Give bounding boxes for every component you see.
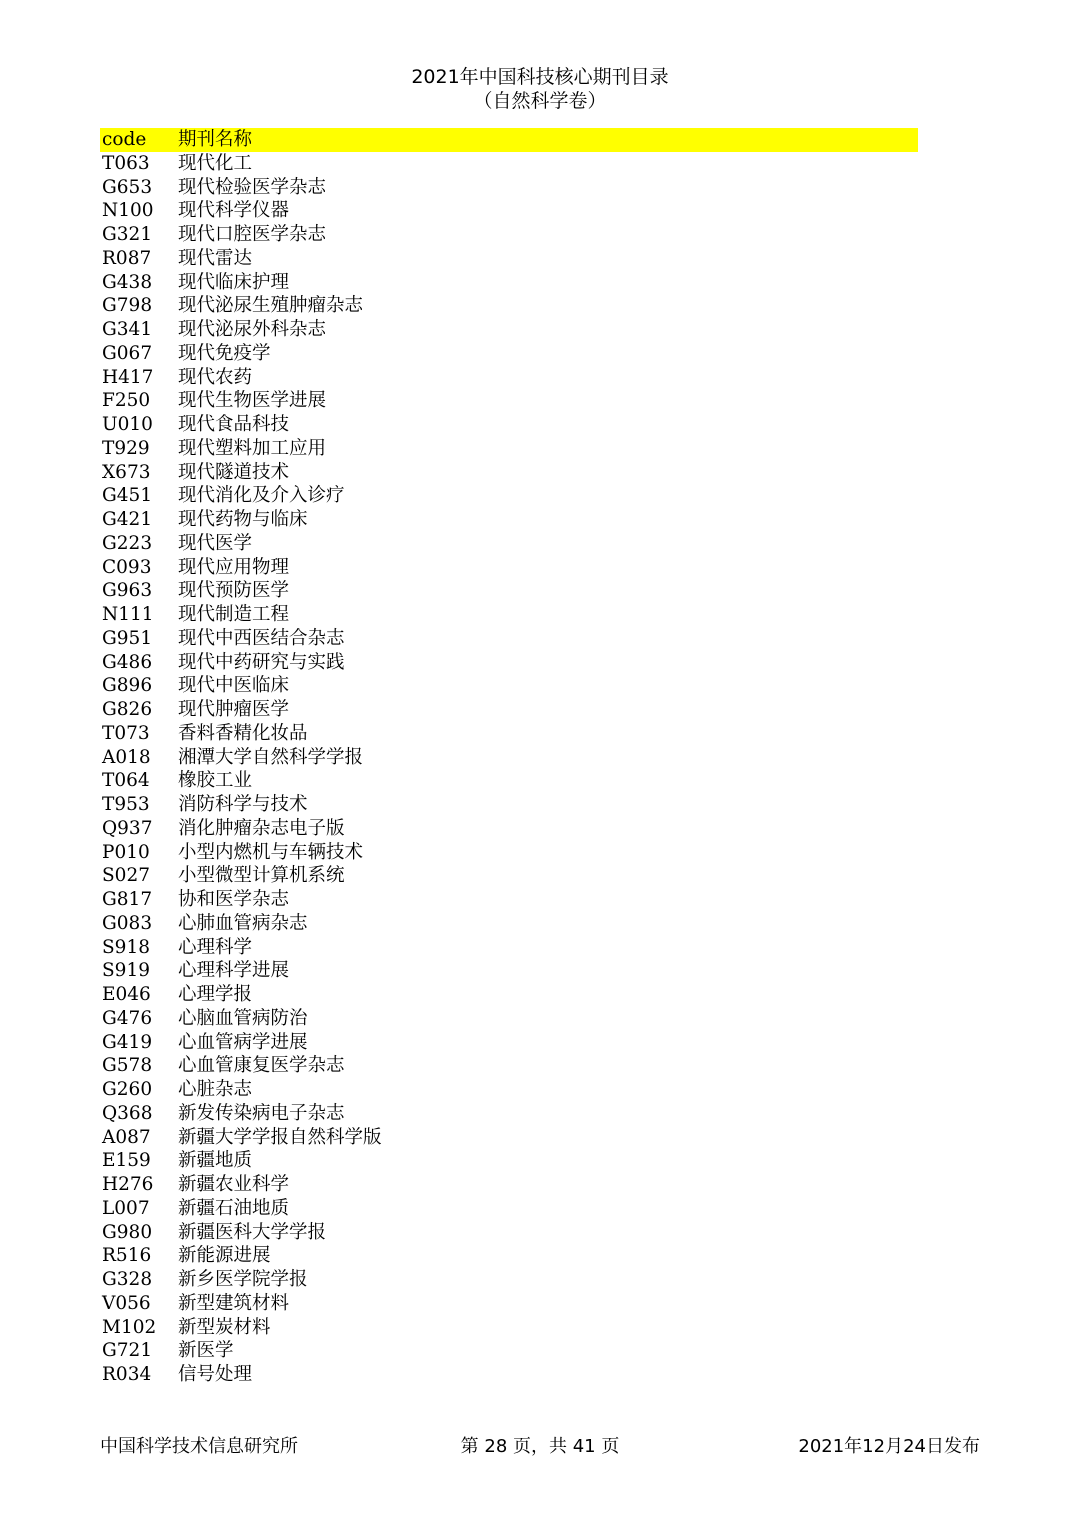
table-header-row (100, 128, 918, 152)
journal-name: 心肺血管病杂志 (178, 912, 308, 934)
table-row (100, 912, 918, 936)
journal-name: 小型微型计算机系统 (178, 865, 345, 887)
table-row (100, 1173, 918, 1197)
journal-name: 新乡医学院学报 (178, 1269, 308, 1290)
table-row (100, 1197, 918, 1221)
journal-code: G328 (102, 1269, 153, 1290)
table-row (100, 461, 918, 485)
journal-name: 现代塑料加工应用 (178, 437, 327, 459)
journal-name: 心血管康复医学杂志 (178, 1055, 345, 1077)
journal-code: Q368 (102, 1102, 153, 1124)
journal-code: G321 (102, 224, 153, 245)
footer-page-info: 第 28 页，共 41 页 (460, 1436, 620, 1457)
journal-code: G817 (102, 889, 153, 910)
journal-code: E046 (102, 984, 151, 1005)
table-row (100, 508, 918, 532)
journal-name: 现代免疫学 (178, 342, 271, 364)
table-row (100, 1292, 918, 1316)
journal-code: G951 (102, 627, 153, 649)
journal-name: 现代中药研究与实践 (178, 651, 345, 673)
journal-code: G419 (102, 1031, 153, 1053)
journal-table (100, 128, 918, 1387)
journal-code: X673 (102, 461, 151, 483)
journal-name: 现代泌尿生殖肿瘤杂志 (178, 295, 364, 317)
journal-name: 心理学报 (178, 984, 253, 1005)
journal-name: 现代肿瘤医学 (178, 699, 290, 720)
journal-name: 湘潭大学自然科学学报 (178, 746, 364, 768)
table-row (100, 983, 918, 1007)
journal-code: G653 (102, 176, 153, 198)
table-row (100, 1268, 918, 1292)
journal-code: A018 (102, 746, 151, 768)
journal-name: 现代医学 (178, 532, 253, 554)
journal-name: 协和医学杂志 (178, 889, 290, 910)
journal-name: 新疆石油地质 (178, 1197, 290, 1219)
journal-code: H276 (102, 1174, 154, 1195)
table-row (100, 1244, 918, 1268)
table-row (100, 342, 918, 366)
journal-name: 现代泌尿外科杂志 (178, 319, 327, 340)
journal-name: 现代制造工程 (178, 604, 290, 625)
journal-code: G963 (102, 580, 153, 602)
table-row (100, 223, 918, 247)
table-row (100, 793, 918, 817)
journal-code: G083 (102, 912, 153, 934)
table-row (100, 674, 918, 698)
journal-name: 心理科学进展 (178, 960, 290, 982)
table-row (100, 1221, 918, 1245)
journal-code: T953 (102, 794, 150, 815)
journal-code: G578 (102, 1055, 153, 1077)
journal-name: 现代中医临床 (178, 675, 290, 697)
journal-code: Q937 (102, 817, 153, 839)
journal-code: G260 (102, 1079, 153, 1100)
journal-code: C093 (102, 556, 152, 578)
table-row (100, 152, 918, 176)
journal-code: S027 (102, 865, 150, 887)
journal-code: G421 (102, 509, 153, 530)
journal-code: V056 (102, 1292, 151, 1314)
journal-name: 现代口腔医学杂志 (178, 224, 327, 245)
journal-code: G798 (102, 295, 153, 317)
table-row (100, 769, 918, 793)
journal-code: L007 (102, 1197, 150, 1219)
journal-name: 心脏杂志 (178, 1079, 253, 1100)
journal-code: G980 (102, 1221, 153, 1243)
table-row (100, 1363, 918, 1387)
journal-name: 新医学 (178, 1340, 234, 1362)
footer-institution: 中国科学技术信息研究所 (100, 1436, 298, 1457)
journal-code: R034 (102, 1364, 152, 1385)
table-row (100, 247, 918, 271)
journal-code: G896 (102, 675, 153, 697)
table-row (100, 199, 918, 223)
journal-name: 现代科学仪器 (178, 200, 290, 222)
journal-code: P010 (102, 841, 150, 863)
journal-code: G451 (102, 485, 153, 507)
journal-code: N111 (102, 604, 154, 625)
table-row (100, 294, 918, 318)
journal-name: 现代食品科技 (178, 414, 290, 435)
table-row (100, 1339, 918, 1363)
journal-name: 现代化工 (178, 152, 253, 174)
journal-name: 消化肿瘤杂志电子版 (178, 817, 345, 839)
journal-name: 现代生物医学进展 (178, 390, 327, 412)
table-row (100, 627, 918, 651)
table-row (100, 413, 918, 437)
table-row (100, 532, 918, 556)
table-row (100, 936, 918, 960)
journal-code: A087 (102, 1126, 151, 1148)
table-row (100, 271, 918, 295)
journal-code: E159 (102, 1150, 151, 1172)
journal-name: 现代雷达 (178, 247, 253, 269)
page-subtitle: （自然科学卷） (473, 90, 607, 112)
table-row (100, 318, 918, 342)
journal-name: 心血管病学进展 (178, 1031, 308, 1053)
table-row (100, 1102, 918, 1126)
journal-code: S918 (102, 936, 150, 958)
table-row (100, 722, 918, 746)
table-row (100, 1078, 918, 1102)
journal-name: 橡胶工业 (178, 770, 253, 792)
journal-code: F250 (102, 390, 151, 412)
journal-code: G476 (102, 1007, 153, 1029)
table-row (100, 556, 918, 580)
table-row (100, 1054, 918, 1078)
journal-code: H417 (102, 366, 154, 388)
journal-name: 新型炭材料 (178, 1316, 271, 1338)
journal-name: 新疆地质 (178, 1150, 253, 1172)
table-row (100, 484, 918, 508)
journal-name: 现代消化及介入诊疗 (178, 485, 345, 507)
journal-name: 小型内燃机与车辆技术 (178, 841, 364, 863)
journal-name: 新疆医科大学学报 (178, 1221, 327, 1243)
journal-code: G826 (102, 699, 153, 720)
table-row (100, 603, 918, 627)
table-row (100, 888, 918, 912)
journal-name: 心脑血管病防治 (178, 1007, 308, 1029)
journal-name: 现代预防医学 (178, 580, 290, 602)
table-row (100, 817, 918, 841)
journal-code: T073 (102, 722, 150, 744)
journal-name: 现代农药 (178, 366, 253, 388)
journal-code: U010 (102, 414, 153, 435)
journal-code: G341 (102, 319, 153, 340)
journal-code: M102 (102, 1316, 157, 1338)
table-row (100, 841, 918, 865)
journal-code: G223 (102, 532, 153, 554)
journal-code: T063 (102, 152, 150, 174)
journal-code: G721 (102, 1340, 153, 1362)
journal-name: 信号处理 (178, 1364, 253, 1385)
journal-name: 香料香精化妆品 (178, 722, 308, 744)
table-row (100, 746, 918, 770)
table-row (100, 176, 918, 200)
journal-code: N100 (102, 200, 154, 222)
journal-name: 消防科学与技术 (178, 794, 308, 815)
table-row (100, 651, 918, 675)
journal-code: T929 (102, 437, 150, 459)
table-body (100, 152, 918, 1387)
journal-name: 心理科学 (178, 936, 253, 958)
table-row (100, 698, 918, 722)
journal-name: 现代临床护理 (178, 271, 290, 293)
footer-publish-date: 2021年12月24日发布 (798, 1436, 980, 1457)
journal-name: 新发传染病电子杂志 (178, 1102, 345, 1124)
table-row (100, 1316, 918, 1340)
table-row (100, 1007, 918, 1031)
page-title: 2021年中国科技核心期刊目录 (411, 66, 669, 88)
journal-name: 新疆大学学报自然科学版 (178, 1126, 382, 1148)
table-row (100, 579, 918, 603)
journal-code: R516 (102, 1245, 152, 1267)
table-row (100, 1031, 918, 1055)
journal-name: 新能源进展 (178, 1245, 271, 1267)
table-row (100, 1149, 918, 1173)
journal-name: 现代中西医结合杂志 (178, 627, 345, 649)
table-row (100, 437, 918, 461)
journal-name: 现代药物与临床 (178, 509, 308, 530)
journal-name: 现代隧道技术 (178, 461, 290, 483)
header-name: 期刊名称 (178, 129, 253, 150)
journal-code: R087 (102, 247, 152, 269)
journal-name: 新疆农业科学 (178, 1174, 290, 1195)
journal-code: G438 (102, 271, 153, 293)
journal-code: G067 (102, 342, 153, 364)
journal-name: 现代应用物理 (178, 556, 290, 578)
journal-name: 现代检验医学杂志 (178, 176, 327, 198)
header-code: code (102, 129, 147, 150)
table-row (100, 959, 918, 983)
journal-code: T064 (102, 770, 150, 792)
table-row (100, 1126, 918, 1150)
table-row (100, 864, 918, 888)
table-row (100, 389, 918, 413)
journal-code: S919 (102, 960, 150, 982)
table-row (100, 366, 918, 390)
journal-name: 新型建筑材料 (178, 1292, 290, 1314)
journal-code: G486 (102, 651, 153, 673)
